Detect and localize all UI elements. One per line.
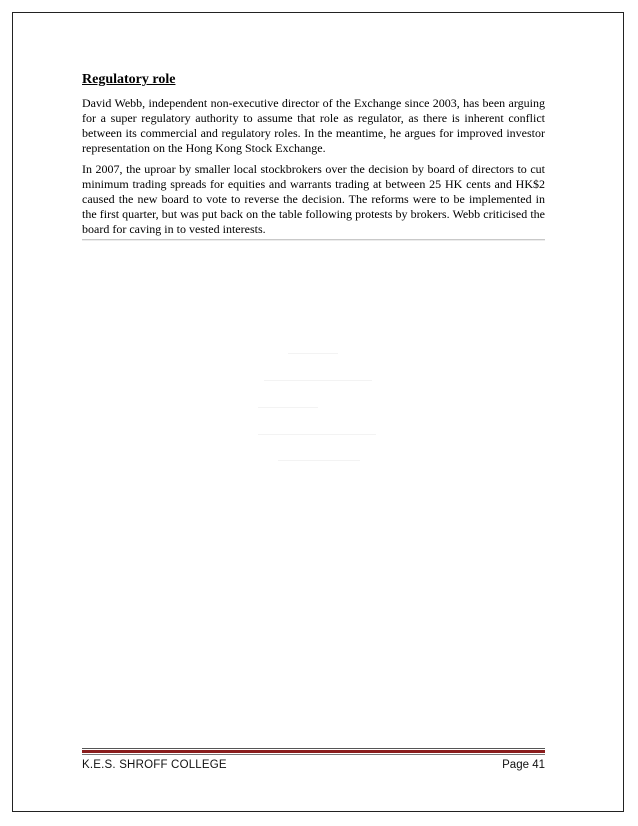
paragraph-2: In 2007, the uproar by smaller local stockbrokers over the decision by board of directors to cut minimum trading spreads for equities and warrants trading at between 25 HK cents and HK$2 caused the new board to vote to reverse the decision. The reforms were to be implemented in the first quarter, but was put back on the table following protests by brokers. Webb criticised the board for caving in to vested interests. — [82, 162, 545, 236]
section-divider — [82, 239, 545, 241]
ghost-line — [258, 407, 318, 408]
paragraph-1: David Webb, independent non-executive director of the Exchange since 2003, has been arguing for a super regulatory authority to assume that role as regulator, as there is inherent conflict between its commercial and regulatory roles. In the meantime, he argues for improved investor representation on the Hong Kong Stock Exchange. — [82, 96, 545, 155]
footer-page-number: Page 41 — [502, 759, 545, 771]
ghost-line — [288, 353, 338, 354]
footer-college-name: K.E.S. SHROFF COLLEGE — [82, 759, 227, 771]
footer-rule — [82, 748, 545, 755]
page-footer — [82, 759, 545, 777]
ghost-line — [258, 434, 376, 435]
ghost-line — [278, 460, 360, 461]
main-content — [82, 70, 545, 237]
section-heading: Regulatory role — [82, 72, 176, 87]
ghost-line — [264, 380, 372, 381]
